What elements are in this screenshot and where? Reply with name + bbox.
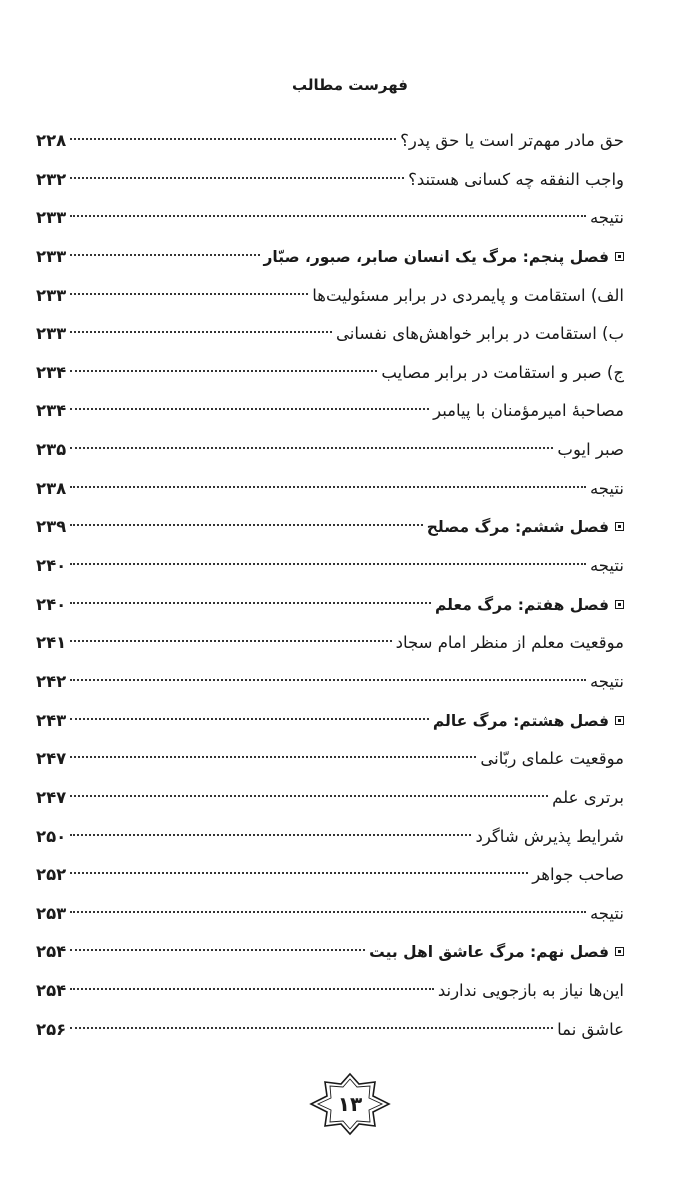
toc-page-number: ۲۳۴ xyxy=(36,401,67,421)
toc-entry-text: فصل هفتم: مرگ معلم xyxy=(435,595,609,614)
dot-leader xyxy=(70,215,586,217)
toc-entry-title xyxy=(435,586,624,625)
toc-entry-title xyxy=(557,1011,624,1050)
page-number-badge xyxy=(305,1070,395,1138)
toc-entry-text: واجب النفقه چه کسانی هستند؟ xyxy=(408,169,624,189)
toc-entry xyxy=(36,470,624,509)
toc-entry-title xyxy=(552,779,624,818)
toc-entry-title xyxy=(475,818,624,857)
dot-leader xyxy=(70,408,429,410)
square-bullet-icon xyxy=(615,600,624,609)
page-number: ۱۳ xyxy=(337,1092,363,1116)
dot-leader xyxy=(70,988,434,990)
toc-chapter-heading xyxy=(36,702,624,741)
toc-entry xyxy=(36,779,624,818)
dot-leader xyxy=(70,370,377,372)
toc-entry-title xyxy=(433,392,624,431)
dot-leader xyxy=(70,640,391,642)
toc-entry xyxy=(36,1011,624,1050)
toc-entry-title xyxy=(433,702,624,741)
dot-leader xyxy=(70,447,553,449)
dot-leader xyxy=(70,177,404,179)
toc-entry-title xyxy=(381,354,624,393)
toc-entry-text: موقعیت معلم از منظر امام سجاد xyxy=(395,633,624,653)
toc-page-number: ۲۴۷ xyxy=(36,749,67,769)
dot-leader xyxy=(70,718,429,720)
toc-entry-title xyxy=(400,122,624,161)
toc-entry-text: الف) استقامت و پایمردی در برابر مسئولیت‌ها xyxy=(312,285,624,305)
toc-entry-title xyxy=(336,315,624,354)
toc-page-number: ۲۵۶ xyxy=(36,1019,67,1039)
toc-entry-title xyxy=(590,895,624,934)
toc-page-number: ۲۵۲ xyxy=(36,865,67,885)
toc-entry-text: فصل پنجم: مرگ یک انسان صابر، صبور، صبّار xyxy=(263,247,609,266)
dot-leader xyxy=(70,1027,553,1029)
toc-entry-text: نتیجه xyxy=(589,478,624,498)
toc-page-number: ۲۵۰ xyxy=(36,826,67,846)
toc-page-number: ۲۵۴ xyxy=(36,981,67,1001)
toc-entry xyxy=(36,161,624,200)
toc-entry xyxy=(36,624,624,663)
toc-entry-text: فصل ششم: مرگ مصلح xyxy=(426,518,609,537)
toc-entry xyxy=(36,122,624,161)
toc-entry-text: صاحب جواهر xyxy=(532,865,624,885)
toc-chapter-heading xyxy=(36,933,624,972)
toc-entry-text: این‌ها نیاز به بازجویی ندارند xyxy=(437,981,624,1001)
dot-leader xyxy=(70,756,476,758)
toc-entry xyxy=(36,856,624,895)
toc-entry-text: حق مادر مهم‌تر است یا حق پدر؟ xyxy=(400,131,624,150)
toc-entry-text: فصل نهم: مرگ عاشق اهل بیت xyxy=(369,943,609,962)
toc-entry-title xyxy=(557,431,624,470)
toc-page-number: ۲۲۸ xyxy=(36,131,67,150)
toc-entry xyxy=(36,392,624,431)
toc-entry-text: شرایط پذیرش شاگرد xyxy=(475,826,624,846)
dot-leader xyxy=(70,834,471,836)
toc-entry-text: برتری علم xyxy=(552,787,624,807)
toc-entry-text: نتیجه xyxy=(589,671,624,691)
toc-entry-title xyxy=(590,470,624,509)
toc-page-number: ۲۳۲ xyxy=(36,169,67,189)
toc-entry-text: نتیجه xyxy=(589,556,624,576)
dot-leader xyxy=(70,602,431,604)
toc-page-number: ۲۵۳ xyxy=(36,903,67,923)
toc-page-number: ۲۵۴ xyxy=(36,942,67,962)
toc-entry-text: موقعیت علمای ربّانی xyxy=(480,749,624,769)
toc-entry-title xyxy=(590,547,624,586)
square-bullet-icon xyxy=(615,716,624,725)
dot-leader xyxy=(70,138,396,140)
toc-page-number: ۲۳۳ xyxy=(36,208,67,228)
toc-entry-title xyxy=(427,508,624,547)
toc-entry xyxy=(36,277,624,316)
toc-entry-title xyxy=(590,199,624,238)
toc-entry xyxy=(36,818,624,857)
toc-entry-text: نتیجه xyxy=(589,208,624,228)
running-header: فهرست مطالب xyxy=(292,76,408,94)
dot-leader xyxy=(70,254,259,256)
toc-entry xyxy=(36,972,624,1011)
toc-page-number: ۲۳۳ xyxy=(36,246,67,266)
toc-page-number: ۲۴۱ xyxy=(36,633,67,653)
dot-leader xyxy=(70,331,332,333)
toc-page-number: ۲۴۷ xyxy=(36,787,67,807)
toc-chapter-heading xyxy=(36,508,624,547)
toc-entry-title xyxy=(408,161,624,200)
toc-chapter-heading xyxy=(36,238,624,277)
toc-entry xyxy=(36,740,624,779)
dot-leader xyxy=(70,563,586,565)
toc-entry-text: نتیجه xyxy=(589,903,624,923)
dot-leader xyxy=(70,795,548,797)
toc-page-number: ۲۳۵ xyxy=(36,440,67,460)
dot-leader xyxy=(70,679,586,681)
toc-entry-title xyxy=(264,238,625,277)
toc-entry-text: ج) صبر و استقامت در برابر مصایب xyxy=(381,362,624,382)
toc-entry-text: ب) استقامت در برابر خواهش‌های نفسانی xyxy=(335,324,624,344)
table-of-contents xyxy=(36,122,624,1049)
toc-entry-title xyxy=(312,277,624,316)
toc-entry-text: صبر ایوب xyxy=(557,440,624,460)
toc-entry xyxy=(36,315,624,354)
dot-leader xyxy=(70,949,365,951)
toc-entry-title xyxy=(590,663,624,702)
toc-entry-title xyxy=(480,740,624,779)
toc-page-number: ۲۳۹ xyxy=(36,517,67,537)
dot-leader xyxy=(70,911,586,913)
toc-page-number: ۲۴۰ xyxy=(36,594,67,614)
square-bullet-icon xyxy=(615,947,624,956)
toc-entry-title xyxy=(396,624,624,663)
toc-entry xyxy=(36,547,624,586)
square-bullet-icon xyxy=(615,252,624,261)
toc-page-number: ۲۳۳ xyxy=(36,285,67,305)
dot-leader xyxy=(70,872,528,874)
toc-entry-text: مصاحبهٔ امیرمؤمنان با پیامبر xyxy=(433,401,624,421)
toc-entry xyxy=(36,663,624,702)
toc-entry-text: فصل هشتم: مرگ عالم xyxy=(432,711,609,730)
toc-page-number: ۲۴۰ xyxy=(36,556,67,576)
toc-entry-title xyxy=(532,856,624,895)
toc-entry-text: عاشق نما xyxy=(557,1019,624,1039)
dot-leader xyxy=(70,293,308,295)
toc-entry xyxy=(36,354,624,393)
toc-page-number: ۲۳۳ xyxy=(36,324,67,344)
toc-page-number: ۲۳۸ xyxy=(36,478,67,498)
toc-entry xyxy=(36,895,624,934)
dot-leader xyxy=(70,486,586,488)
toc-entry xyxy=(36,199,624,238)
toc-page-number: ۲۴۲ xyxy=(36,671,67,691)
toc-page-number: ۲۳۴ xyxy=(36,362,67,382)
toc-page-number: ۲۴۳ xyxy=(36,710,67,730)
dot-leader xyxy=(70,524,422,526)
toc-entry xyxy=(36,431,624,470)
square-bullet-icon xyxy=(615,522,624,531)
toc-entry-title xyxy=(438,972,624,1011)
toc-entry-title xyxy=(369,933,624,972)
toc-chapter-heading xyxy=(36,586,624,625)
